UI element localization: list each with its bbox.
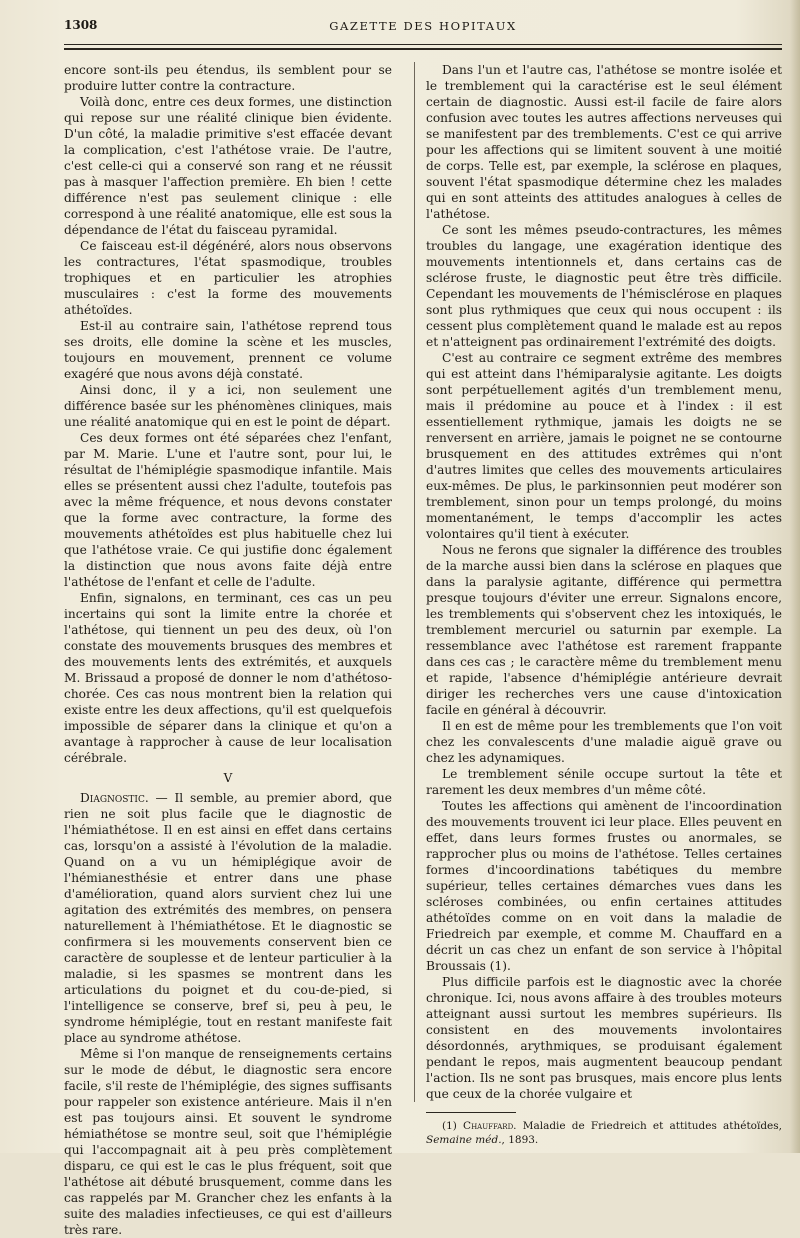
running-title: GAZETTE DES HOPITAUX: [329, 19, 517, 33]
paragraph: C'est au contraire ce segment extrême des membres qui est atteint dans l'hémiparalysie agitante. Les doigts sont perpétuellement agités d'un tremblement menu, mais il prédomine au pouce et à l'index : il est essentiellement rythmique, jamais les doigts ne se renversent en arrière, jamais le poignet ne se contourne brusquement en des attitudes extrêmes qui n'ont d'autres limites que celles des mouvements articulaires eux-mêmes. De plus, le parkinsonnien peut modérer son tremblement, sinon pour un temps prolongé, du moins momentanément, le temps d'accomplir les actes volontaires qu'il tient à exécuter.: [426, 351, 782, 541]
paragraph: Toutes les affections qui amènent de l'incoordination des mouvements trouvent ici leur place. Elles peuvent en effet, dans leurs formes frustes ou anormales, se rapprocher plus ou moins de l'athétose. Telles certaines formes d'incoordinations tabétiques du membre supérieur, telles certaines démarches vues dans les scléroses combinées, ou enfin certaines attitudes athétoïdes comme on en voit dans la maladie de Friedreich par exemple, et comme M. Chauffard en a décrit un cas chez un enfant de son service à l'hôpital Broussais (1).: [426, 799, 782, 973]
diagnostic-heading: Diagnostic.: [80, 791, 149, 805]
page-number: 1308: [64, 18, 98, 32]
paragraph: encore sont-ils peu étendus, ils semblent pour se produire lutter contre la contracture.: [64, 63, 392, 93]
footnote-journal: Semaine méd.: [426, 1134, 502, 1146]
paragraph: Le tremblement sénile occupe surtout la tête et rarement les deux membres d'un même côté.: [426, 767, 782, 797]
paragraph: Même si l'on manque de renseignements certains sur le mode de début, le diagnostic sera encore facile, s'il reste de l'hémiplégie, des signes suffisants pour rappeler son existence antérieure. Mais il n'en est pas toujours ainsi. Et souvent le syndrome hémiathétose se montre seul, soit que l'hémiplégie qui l'accompagnait ait à peu près complètement disparu, ce qui est le cas le plus fréquent, soit que l'athétose ait débuté brusquement, comme dans les cas rappelés par M. Grancher chez les enfants à la suite des maladies infectieuses, ce qui est d'ailleurs très rare.: [64, 1047, 392, 1237]
paragraph: Ce sont les mêmes pseudo-contractures, les mêmes troubles du langage, une exagération identique des mouvements intentionnels et, dans certains cas de sclérose fruste, le diagnostic peut être très difficile. Cependant les mouvements de l'hémisclérose en plaques sont plus rythmiques que ceux qui nous occupent : ils cessent plus complètement quand le malade est au repos et n'atteignent pas ordinairement l'extrémité des doigts.: [426, 223, 782, 349]
header-rule-thin: [64, 44, 782, 45]
diagnostic-paragraph: [64, 790, 392, 1046]
header-rule-thick: [64, 48, 782, 50]
paragraph: Nous ne ferons que signaler la différence des troubles de la marche aussi bien dans la sclérose en plaques que dans la paralysie agitante, différence qui permettra presque toujours d'éviter une erreur. Signalons encore, les tremblements qui s'observent chez les intoxiqués, le tremblement mercuriel ou saturnin par exemple. La ressemblance avec l'athétose est rarement frappante dans ces cas ; le caractère même du tremblement menu et rapide, l'absence d'hémiplégie antérieure devrait diriger les recherches vers une cause d'intoxication facile en général à découvrir.: [426, 543, 782, 717]
footnote-marker: (1): [442, 1120, 457, 1132]
paragraph: Plus difficile parfois est le diagnostic avec la chorée chronique. Ici, nous avons affaire à des troubles moteurs atteignant aussi surtout les membres supérieurs. Ils consistent en des mouvements involontaires désordonnés, arythmiques, se produisant également pendant le repos, mais augmentent beaucoup pendant l'action. Ils ne sont pas brusques, mais encore plus lents que ceux de la chorée vulgaire et: [426, 975, 782, 1101]
paragraph: Ce faisceau est-il dégénéré, alors nous observons les contractures, l'état spasmodique, troubles trophiques et en particulier les atrophies musculaires : c'est la forme des mouvements athétoïdes.: [64, 239, 392, 317]
paragraph: Dans l'un et l'autre cas, l'athétose se montre isolée et le tremblement qui la caractérise est le seul élément certain de diagnostic. Aussi est-il facile de faire alors confusion avec toutes les autres affections nerveuses qui se manifestent par des tremblements. C'est ce qui arrive pour les affections qui se limitent souvent à une moitié de corps. Telle est, par exemple, la sclérose en plaques, souvent l'état spasmodique détermine chez les malades qui en sont atteints des attitudes analogues à celles de l'athétose.: [426, 63, 782, 221]
diagnostic-text: — Il semble, au premier abord, que rien ne soit plus facile que le diagnostic de l'hémiathétose. Il en est ainsi en effet dans certains cas, lorsqu'on a assisté à l'évolution de la maladie. Quand on a vu un hémiplégique avoir de l'hémianesthésie et entrer dans une phase d'amélioration, quand alors survient chez lui une agitation des extrémités des membres, on pensera naturellement à l'hémiathétose. Et le diagnostic se confirmera si les mouvements conservent bien ce caractère de souplesse et de lenteur particulier à la maladie, si les spasmes se montrent dans les articulations du poignet et du cou-de-pied, si l'intelligence se conserve, bref si, peu à peu, le syndrome hémiplégie, tout en restant manifeste fait place au syndrome athétose.: [64, 791, 392, 1045]
paragraph: Voilà donc, entre ces deux formes, une distinction qui repose sur une réalité clinique bien évidente. D'un côté, la maladie primitive s'est effacée devant la complication, c'est l'athétose vraie. De l'autre, c'est celle-ci qui a conservé son rang et ne réussit pas à masquer l'affection première. Eh bien ! cette différence n'est pas seulement clinique : elle correspond à une réalité anatomique, elle est sous la dépendance de l'état du faisceau pyramidal.: [64, 95, 392, 237]
paragraph: Il en est de même pour les tremblements que l'on voit chez les convalescents d'une maladie aiguë grave ou chez les adynamiques.: [426, 719, 782, 765]
paragraph: Est-il au contraire sain, l'athétose reprend tous ses droits, elle domine la scène et les muscles, toujours en mouvement, prennent ce volume exagéré que nous avons déjà constaté.: [64, 319, 392, 381]
page-spine-shadow: [790, 0, 800, 1153]
footnote-author: Chauffard.: [463, 1120, 517, 1132]
paragraph: Ainsi donc, il y a ici, non seulement une différence basée sur les phénomènes cliniques, mais une réalité anatomique qui en est le point de départ.: [64, 383, 392, 429]
column-divider: [414, 62, 415, 1102]
paragraph: Enfin, signalons, en terminant, ces cas un peu incertains qui sont la limite entre la chorée et l'athétose, qui tiennent un peu des deux, où l'on constate des mouvements brusques des membres et des mouvements lents des extrémités, et auxquels M. Brissaud a proposé de donner le nom d'athétoso-chorée. Ces cas nous montrent bien la relation qui existe entre les deux affections, qu'il est quelquefois impossible de séparer dans la clinique et qu'on a avantage à rapprocher à cause de leur localisation cérébrale.: [64, 591, 392, 765]
footnote-rule: [426, 1112, 516, 1113]
footnote-year: , 1893.: [501, 1134, 539, 1146]
footnote-text: Maladie de Friedreich et attitudes athétoïdes,: [522, 1120, 783, 1132]
footnote: [426, 1119, 782, 1147]
section-numeral: V: [223, 771, 233, 785]
paragraph: Ces deux formes ont été séparées chez l'enfant, par M. Marie. L'une et l'autre sont, pour lui, le résultat de l'hémiplégie spasmodique infantile. Mais elles se présentent aussi chez l'adulte, toutefois pas avec la même fréquence, et nous devons constater que la forme avec contracture, la forme des mouvements athétoïdes est plus habituelle chez lui que l'athétose vraie. Ce qui justifie donc également la distinction que nous avons faite déjà entre l'athétose de l'enfant et celle de l'adulte.: [64, 431, 392, 589]
left-column: [64, 62, 392, 1238]
right-column: [426, 62, 782, 1147]
page-header: [64, 18, 782, 38]
